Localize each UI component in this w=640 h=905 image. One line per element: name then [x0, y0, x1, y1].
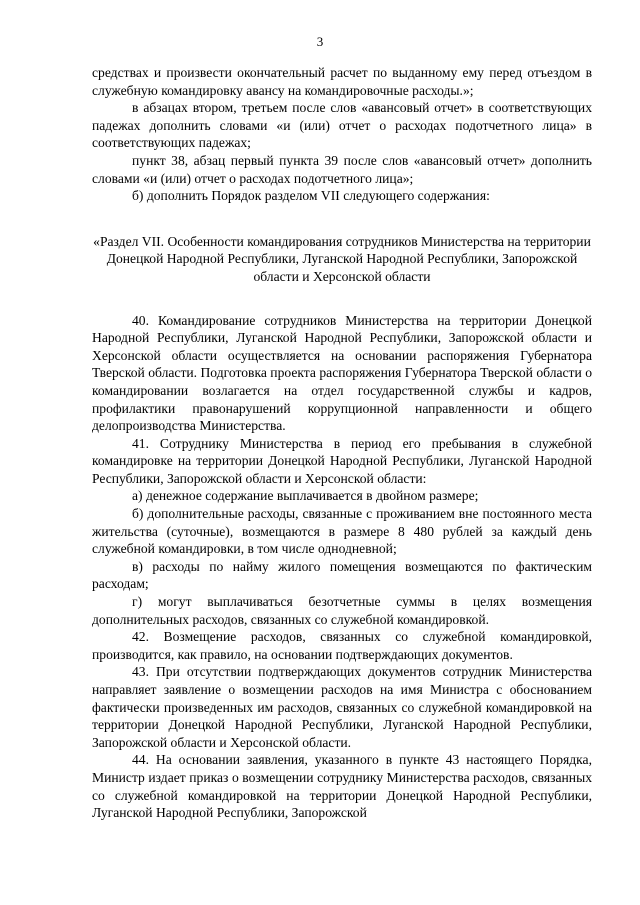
clause-41-g: г) могут выплачиваться безотчетные суммы в целях возмещения дополнительных расходов, связанных со служебной командировкой.: [92, 594, 592, 627]
document-body: [92, 64, 592, 822]
paragraph-amendment-2: пункт 38, абзац первый пункта 39 после слов «авансовый отчет» дополнить словами «и (или) отчет о расходах подотчетного лица»;: [92, 152, 592, 186]
clause-41: 41. Сотруднику Министерства в период его пребывания в служебной командировке на территории Донецкой Народной Республики, Луганской Народной Республики, Запорожской области и Херсонской области:: [92, 435, 592, 486]
paragraph-amendment-3: б) дополнить Порядок разделом VII следующего содержания:: [132, 188, 490, 204]
clause-43: 43. При отсутствии подтверждающих документов сотрудник Министерства направляет заявление о возмещении расходов на имя Министра с обоснованием фактически произведенных им расходов, связанных со служебной командировкой на территории Донецкой Народной Республики, Луганской Народной Республики, Запорожской области и Херсонской области.: [92, 664, 592, 750]
clause-40: 40. Командирование сотрудников Министерства на территории Донецкой Народной Республики, Луганской Народной Республики, Запорожской области и Херсонской области осуществляется на основании распоряжения Губернатора Тверской области. Подготовка проекта распоряжения Губернатора Тверской области о командировании возлагается на отдел государственной службы и кадров, профилактики правонарушений коррупционной направленности и общего делопроизводства Министерства.: [92, 312, 592, 434]
clause-41-v: в) расходы по найму жилого помещения возмещаются по фактическим расходам;: [92, 558, 592, 592]
clause-41-b: б) дополнительные расходы, связанные с проживанием вне постоянного места жительства (суточные), возмещаются в размере 8 480 рублей за каждый день служебной командировки, в том числе однодневной;: [92, 506, 592, 557]
page-number: 3: [316, 34, 324, 49]
paragraph-continuation: средствах и произвести окончательный расчет по выданному ему перед отъездом в служебную командировку авансу на командировочные расходы.»;: [92, 65, 592, 98]
clause-42: 42. Возмещение расходов, связанных со служебной командировкой, производится, как правило, на основании подтверждающих документов.: [92, 629, 592, 662]
clause-44: 44. На основании заявления, указанного в пункте 43 настоящего Порядка, Министр издает приказ о возмещении сотруднику Министерства расходов, связанных со служебной командировкой на территории Донецкой Народной Республики, Луганской Народной Республики, Запорожской: [92, 752, 592, 821]
paragraph-amendment-1: в абзацах втором, третьем после слов «авансовый отчет» в соответствующих падежах дополнить словами «и (или) отчет о расходах подотчетного лица» в соответствующих падежах;: [92, 100, 592, 151]
section-heading: «Раздел VII. Особенности командирования сотрудников Министерства на территории Донецкой Народной Республики, Луганской Народной Республики, Запорожской области и Херсонской области: [93, 233, 591, 284]
clause-41-a: а) денежное содержание выплачивается в двойном размере;: [132, 488, 479, 504]
